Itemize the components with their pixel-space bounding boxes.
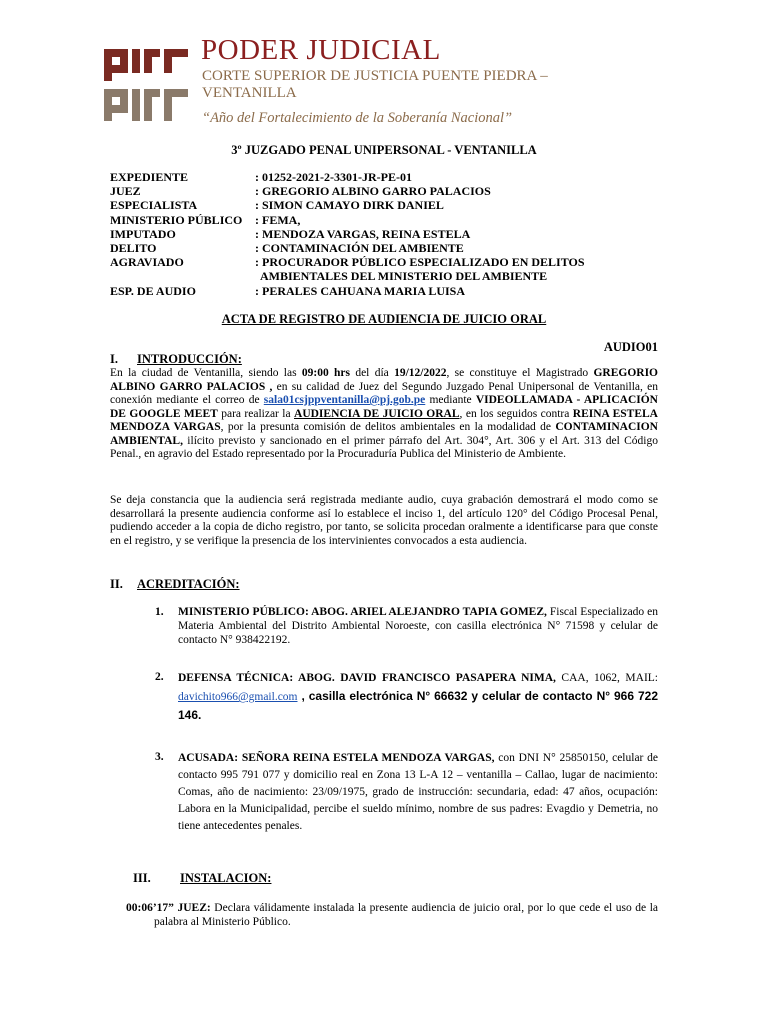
field-label: JUEZ: [110, 184, 141, 199]
field-value: : FEMA,: [255, 212, 301, 227]
acta-title: ACTA DE REGISTRO DE AUDIENCIA DE JUICIO ORAL: [221, 312, 547, 326]
accreditation-item: 3. ACUSADA: SEÑORA REINA ESTELA MENDOZA VARGAS, con DNI N° 25850150, celular de contacto 995 791 077 y domicilio real en Zona 13 L-A 12 – ventanilla – Callao, lugar de nacimiento: Comas, año de nacimiento: 23/09/1975, grado de instrucción: secundaria, edad: 47 años, ocupación: Labora en la Municipalidad, percibe el sueldo mínimo, nombre de sus padres: Evagdio y Demetria, no tiene antecedentes penales.: [155, 751, 658, 832]
section-title: ACREDITACIÓN:: [137, 577, 240, 591]
header-court-line: CORTE SUPERIOR DE JUSTICIA PUENTE PIEDRA – VENTANILLA: [202, 68, 548, 101]
field-label: MINISTERIO PÚBLICO: [110, 212, 243, 227]
field-label: DELITO: [110, 240, 157, 255]
section-title: INSTALACION:: [180, 871, 272, 885]
intro-paragraph-2: Se deja constancia que la audiencia será registrada mediante audio, cuya grabación demostrará el modo como se desarrollará la presente audiencia conforme así lo establece el inciso 1, del artículo 120° del Código Procesal Penal, pudiendo acceder a la copia de dicho registro, por tanto, se solicita procedan oralmente a identificarse para que conste en el registro, y se verifique la presencia de los intervinientes convocados a esta audiencia.: [110, 494, 658, 547]
item-number: 1.: [155, 606, 164, 618]
section-heading-accreditation: [110, 577, 240, 592]
court-name: 3º JUZGADO PENAL UNIPERSONAL - VENTANILLA: [231, 143, 537, 157]
accreditation-item: 2. DEFENSA TÉCNICA: ABOG. DAVID FRANCISCO PASAPERA NIMA, CAA, 1062, MAIL: davichito966@gmail.com , casilla electrónica N° 66632 y celular de contacto N° 966 722 146.: [155, 671, 658, 722]
field-row: [110, 213, 585, 227]
field-row: [110, 170, 585, 184]
field-label: AGRAVIADO: [110, 255, 184, 270]
field-value: : SIMON CAMAYO DIRK DANIEL: [255, 198, 444, 213]
field-value: : GREGORIO ALBINO GARRO PALACIOS: [255, 184, 491, 199]
field-row: [110, 184, 585, 198]
field-row: [110, 241, 585, 255]
case-fields: [110, 170, 585, 298]
section-heading-installation: [133, 871, 271, 886]
section-heading-intro: [110, 352, 242, 367]
court-email-link[interactable]: sala01csjppventanilla@pj.gob.pe: [263, 394, 426, 406]
poder-judicial-logo: [102, 45, 188, 123]
field-value: : MENDOZA VARGAS, REINA ESTELA: [255, 226, 471, 241]
section-title: INTRODUCCIÓN:: [137, 352, 242, 366]
installation-entry: 00:06’17” JUEZ: Declara válidamente instalada la presente audiencia de juicio oral, por lo que cede el uso de la palabra al Ministerio Público.: [126, 902, 659, 928]
header-title: PODER JUDICIAL: [201, 34, 441, 66]
audio-id: AUDIO01: [603, 340, 658, 354]
field-row: [110, 198, 585, 212]
field-label: IMPUTADO: [110, 226, 176, 241]
field-value: : PERALES CAHUANA MARIA LUISA: [255, 283, 466, 298]
intro-paragraph-1: En la ciudad de Ventanilla, siendo las 09:00 hrs del día 19/12/2022, se constituye el Magistrado GREGORIO ALBINO GARRO PALACIOS , en su calidad de Juez del Segundo Juzgado Penal Unipersonal de Ventanilla, en conexión mediante el correo de sala01csjppventanilla@pj.gob.pe mediante VIDEOLLAMADA - APLICACIÓN DE GOOGLE MEET para realizar la AUDIENCIA DE JUICIO ORAL, en los seguidos contra REINA ESTELA MENDOZA VARGAS, por la presunta comisión de delitos ambientales en la modalidad de CONTAMINACION AMBIENTAL, ilícito previsto y sancionado en el primer párrafo del Art. 304°, Art. 306 y el Art. 313 del Código Penal., en agravio del Estado representado por la Procuraduría Publica del Ministerio de Ambiente.: [110, 367, 659, 460]
field-continuation: AMBIENTALES DEL MINISTERIO DEL AMBIENTE: [260, 269, 548, 284]
item-number: 2.: [155, 671, 164, 683]
field-row: [110, 255, 585, 269]
defense-email-link[interactable]: davichito966@gmail.com: [178, 691, 298, 703]
timestamp: 00:06’17”: [126, 902, 174, 914]
field-value: : 01252-2021-2-3301-JR-PE-01: [255, 170, 412, 184]
accreditation-item: 1. MINISTERIO PÚBLICO: ABOG. ARIEL ALEJANDRO TAPIA GOMEZ, Fiscal Especializado en Materia Ambiental del Distrito Ambiental Noroeste, con casilla electrónica N° 71598 y celular de contacto N° 938422192.: [155, 606, 658, 646]
section-number: II.: [110, 577, 123, 591]
field-value: : PROCURADOR PÚBLICO ESPECIALIZADO EN DELITOS: [255, 255, 585, 270]
field-label: ESPECIALISTA: [110, 198, 198, 213]
speaker: JUEZ:: [177, 902, 211, 914]
section-number: I.: [110, 352, 118, 366]
field-row: [110, 284, 585, 298]
field-label: EXPEDIENTE: [110, 170, 189, 184]
field-value: : CONTAMINACIÓN DEL AMBIENTE: [255, 240, 464, 255]
field-row: [110, 227, 585, 241]
section-number: III.: [133, 871, 151, 885]
field-label: ESP. DE AUDIO: [110, 283, 196, 298]
item-number: 3.: [155, 751, 164, 763]
header-year-motto: “Año del Fortalecimiento de la Soberanía Nacional”: [202, 110, 513, 126]
